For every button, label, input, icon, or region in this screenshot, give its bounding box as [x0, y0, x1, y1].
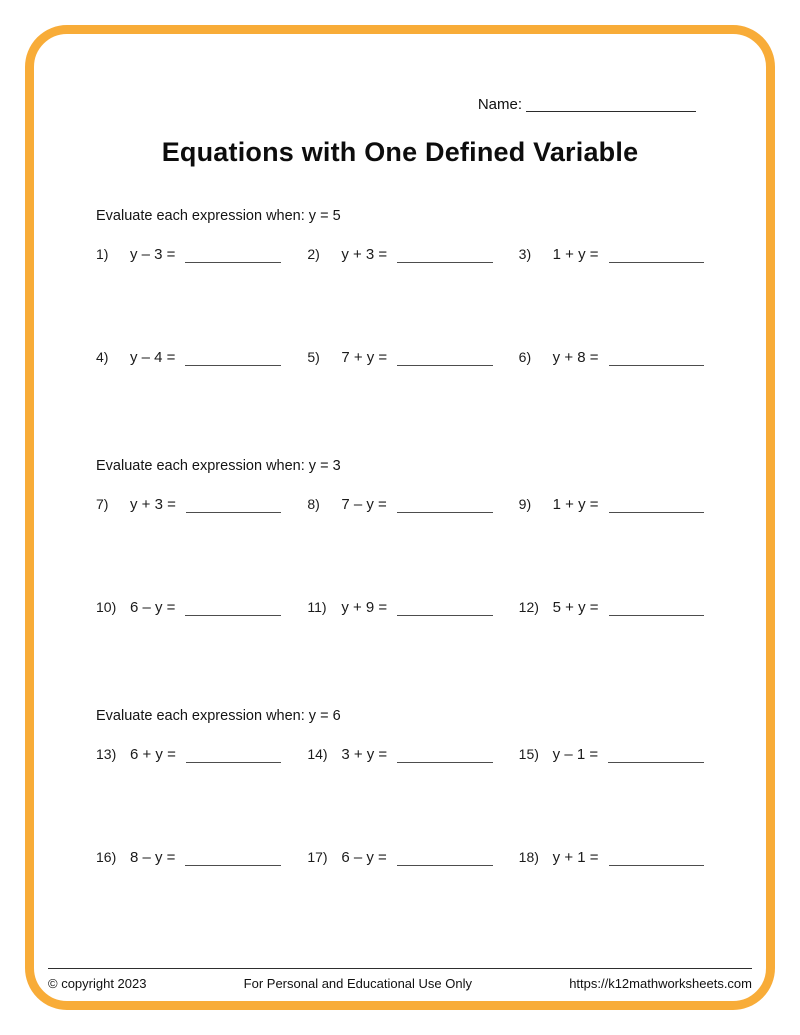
answer-blank[interactable]	[609, 512, 704, 513]
problem	[96, 246, 281, 263]
name-label: Name:	[477, 96, 522, 113]
problem	[307, 849, 492, 866]
answer-blank[interactable]	[609, 615, 704, 616]
problem	[96, 849, 281, 866]
name-blank[interactable]	[526, 111, 696, 112]
problem-number: 3)	[518, 246, 532, 262]
problem-number: 11)	[307, 599, 327, 615]
answer-blank[interactable]	[397, 262, 492, 263]
sections	[96, 208, 704, 866]
problem-expression: 6 + y =	[130, 746, 176, 763]
problem-expression: y + 9 =	[341, 599, 388, 616]
footer-url[interactable]: https://k12mathworksheets.com	[569, 976, 752, 991]
worksheet-section	[96, 458, 704, 616]
answer-blank[interactable]	[397, 615, 492, 616]
problem	[96, 349, 281, 366]
problem-expression: y + 1 =	[552, 849, 599, 866]
problem-expression: 1 + y =	[552, 246, 599, 263]
answer-blank[interactable]	[609, 365, 704, 366]
problem-number: 5)	[307, 349, 320, 365]
problems-grid	[96, 496, 704, 616]
problem	[519, 849, 704, 866]
problem	[96, 746, 281, 763]
problem-number: 7)	[96, 496, 109, 512]
answer-blank[interactable]	[609, 865, 704, 866]
answer-blank[interactable]	[185, 365, 281, 366]
problem-number: 1)	[96, 246, 109, 262]
problem	[519, 746, 704, 763]
problem-expression: 6 – y =	[130, 599, 176, 616]
problem	[307, 349, 492, 366]
problem-expression: 7 – y =	[341, 496, 387, 513]
footer-copyright: © copyright 2023	[48, 976, 147, 991]
answer-blank[interactable]	[608, 762, 704, 763]
problem-number: 16)	[96, 849, 117, 865]
problem-number: 9)	[518, 496, 532, 512]
answer-blank[interactable]	[185, 865, 281, 866]
footer	[48, 968, 752, 991]
problem	[519, 496, 704, 513]
problem	[307, 496, 492, 513]
problem	[307, 599, 492, 616]
name-row	[96, 96, 704, 113]
problem-expression: 5 + y =	[552, 599, 599, 616]
worksheet-section	[96, 208, 704, 366]
problem-number: 8)	[307, 496, 320, 512]
section-instruction: Evaluate each expression when: y = 3	[96, 458, 341, 474]
answer-blank[interactable]	[397, 865, 493, 866]
problem-number: 17)	[307, 849, 328, 865]
problems-grid	[96, 746, 704, 866]
problem	[307, 746, 492, 763]
section-instruction: Evaluate each expression when: y = 6	[96, 708, 341, 724]
problem-expression: 7 + y =	[341, 349, 388, 366]
worksheet-border	[25, 25, 775, 1010]
problem	[307, 246, 492, 263]
problem-number: 18)	[518, 849, 539, 865]
problem	[519, 599, 704, 616]
answer-blank[interactable]	[185, 262, 281, 263]
problem-expression: y + 3 =	[130, 496, 176, 513]
problem-expression: y – 1 =	[552, 746, 599, 763]
answer-blank[interactable]	[186, 512, 281, 513]
problems-grid	[96, 246, 704, 366]
answer-blank[interactable]	[397, 762, 492, 763]
section-instruction: Evaluate each expression when: y = 5	[96, 208, 341, 224]
problem-expression: y + 3 =	[341, 246, 388, 263]
problem-expression: y + 8 =	[552, 349, 599, 366]
problem-number: 4)	[96, 349, 109, 365]
answer-blank[interactable]	[397, 365, 492, 366]
answer-blank[interactable]	[185, 615, 281, 616]
problem	[96, 599, 281, 616]
problem-number: 14)	[307, 746, 328, 762]
problem-expression: 6 – y =	[341, 849, 387, 866]
problem-number: 13)	[96, 746, 117, 762]
problem-number: 6)	[518, 349, 532, 365]
problem	[519, 349, 704, 366]
problem-expression: y – 3 =	[130, 246, 176, 263]
answer-blank[interactable]	[609, 262, 704, 263]
problem-expression: 1 + y =	[552, 496, 599, 513]
worksheet-section	[96, 708, 704, 866]
problem-expression: 3 + y =	[341, 746, 388, 763]
problem-expression: 8 – y =	[130, 849, 176, 866]
worksheet-content	[68, 68, 732, 967]
answer-blank[interactable]	[397, 512, 493, 513]
problem-expression: y – 4 =	[130, 349, 176, 366]
problem-number: 15)	[518, 746, 539, 762]
problem	[96, 496, 281, 513]
problem-number: 12)	[518, 599, 539, 615]
answer-blank[interactable]	[186, 762, 281, 763]
problem-number: 2)	[307, 246, 320, 262]
problem	[519, 246, 704, 263]
page-title: Equations with One Defined Variable	[161, 137, 639, 167]
problem-number: 10)	[96, 599, 117, 615]
footer-usage: For Personal and Educational Use Only	[243, 976, 473, 991]
